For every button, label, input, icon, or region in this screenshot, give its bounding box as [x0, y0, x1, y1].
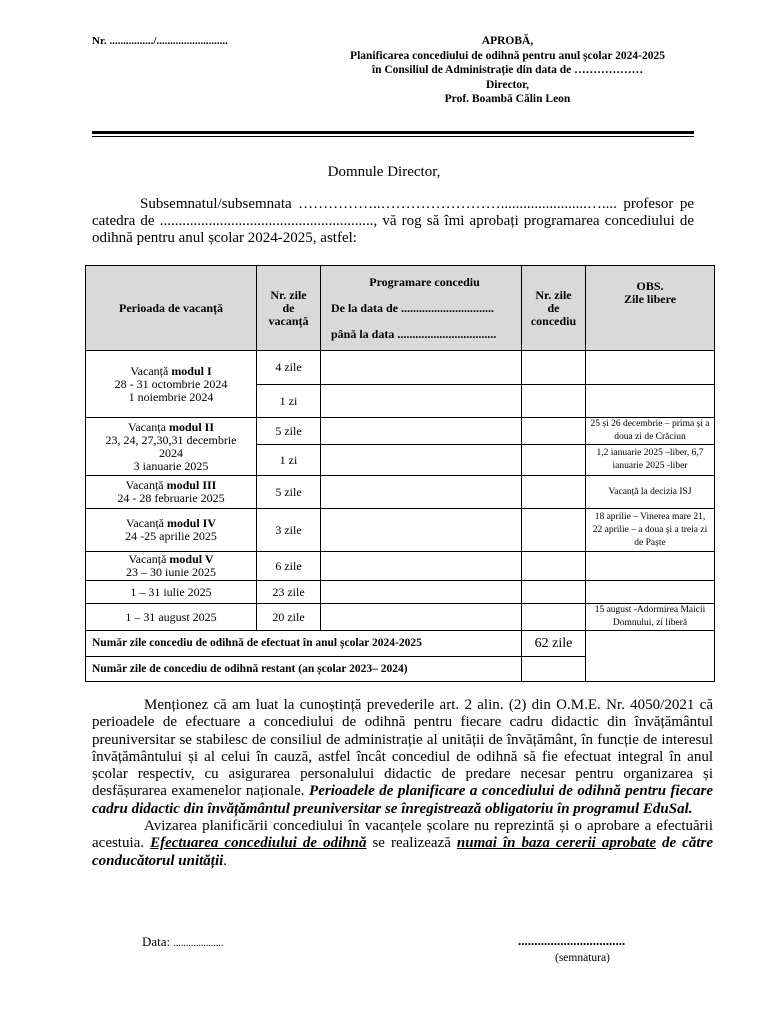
- approval-line: Planificarea concediului de odihnă pentru anul școlar 2024-2025: [350, 49, 665, 62]
- approval-block: [320, 34, 695, 107]
- leave-days-cell[interactable]: [522, 509, 586, 552]
- declaration-paragraph-1: Menționez că am luat la cunoștință prevederile art. 2 alin. (2) din O.M.E. Nr. 4050/2021 că perioadele de efectuare a concediului de odihnă pentru fiecare cadru didactic din învățământul preuniversitar se stabilesc de consiliul de administrație al unității de învățământ, în funcție de interesul învățământului și al celui în cauză, astfel încât concediul de odihnă să fie efectuat integral în anul școlar respectiv, cu asigurarea personalului didactic de predare necesar pentru organizarea și desfășurarea examenelor naționale. Perioadele de planificare a concediului de odihnă pentru fiecare cadru didactic din învățământul preuniversitar se înregistrează obligatoriu în programul EduSal.: [92, 697, 714, 817]
- schedule-cell[interactable]: [321, 418, 522, 445]
- table-row: [86, 418, 715, 445]
- leave-days-cell[interactable]: [522, 552, 586, 581]
- schedule-title: Programare concediu: [369, 274, 480, 289]
- leave-days-cell[interactable]: [522, 351, 586, 385]
- period-module-1: Vacanță modul I 28 - 31 octombrie 2024 1 noiembrie 2024: [86, 351, 257, 418]
- schedule-cell[interactable]: [321, 509, 522, 552]
- schedule-from: De la data de ...............................: [331, 300, 494, 315]
- intro-paragraph: [92, 196, 694, 247]
- schedule-cell[interactable]: [321, 476, 522, 509]
- schedule-cell[interactable]: [321, 445, 522, 476]
- header-leave-days: Nr. zile de concediu: [522, 266, 586, 351]
- header-obs: OBS. Zile libere: [586, 266, 715, 351]
- schedule-cell[interactable]: [321, 385, 522, 418]
- vacation-days: 4 zile: [257, 351, 321, 385]
- intro-text: Subsemnatul/subsemnata ……………..…………………….......................….... profesor pe catedra de ........................................................., vă rog să îmi aprobați programarea concediului de odihnă pentru anul școlar 2024-2025, astfel:: [92, 196, 694, 246]
- obs-cell: [586, 581, 715, 604]
- approval-line: Director,: [485, 78, 530, 91]
- vacation-days: 6 zile: [257, 552, 321, 581]
- period-module-5: Vacanță modul V 23 – 30 iunie 2025: [86, 552, 257, 581]
- salutation: Domnule Director,: [327, 164, 441, 180]
- declaration-paragraph-2: Avizarea planificării concediului în vacanțele școlare nu reprezintă și o aprobare a efectuării acestuia. Efectuarea concediului de odihnă se realizează numai în baza cererii aprobate de către conducătorul unității.: [92, 818, 713, 869]
- vacation-days: 5 zile: [257, 476, 321, 509]
- header-period: Perioada de vacanță: [86, 266, 257, 351]
- vacation-days: 23 zile: [257, 581, 321, 604]
- table-row: [86, 351, 715, 385]
- period-august: 1 – 31 august 2025: [86, 604, 257, 631]
- obs-cell: 18 aprilie – Vinerea mare 21, 22 aprilie – a doua și a treia zi de Paște: [586, 509, 715, 552]
- table-row: [86, 581, 715, 604]
- obs-cell: [586, 552, 715, 581]
- approval-title: APROBĂ,: [481, 35, 534, 47]
- obs-cell: [586, 385, 715, 418]
- schedule-to: până la data .................................: [331, 326, 497, 341]
- leave-days-cell[interactable]: [522, 418, 586, 445]
- obs-cell: [586, 351, 715, 385]
- signature-line[interactable]: .................................: [518, 933, 626, 948]
- period-module-2: Vacanța modul II 23, 24, 27,30,31 decembrie 2024 3 ianuarie 2025: [86, 418, 257, 476]
- obs-cell: Vacanță la decizia ISJ: [586, 476, 715, 509]
- total-label: Număr zile concediu de odihnă de efectuat în anul școlar 2024-2025: [86, 631, 522, 657]
- date-input[interactable]: ....................: [173, 938, 224, 949]
- signature-caption: (semnatura): [555, 952, 610, 964]
- registration-number: Nr. ................/..........................: [92, 35, 228, 47]
- table-row: [86, 552, 715, 581]
- obs-cell: [586, 631, 715, 682]
- vacation-days: 1 zi: [257, 445, 321, 476]
- restant-label: Număr zile de concediu de odihnă restant (an școlar 2023– 2024): [86, 657, 522, 682]
- table-row: [86, 509, 715, 552]
- period-july: 1 – 31 iulie 2025: [86, 581, 257, 604]
- obs-cell: 1,2 ianuarie 2025 –liber, 6,7 ianuarie 2025 -liber: [586, 445, 715, 476]
- obs-cell: 15 august -Adormirea Maicii Domnului, zi liberă: [586, 604, 715, 631]
- leave-days-cell[interactable]: [522, 476, 586, 509]
- vacation-days: 5 zile: [257, 418, 321, 445]
- header-leave-schedule: [321, 266, 522, 351]
- total-value: 62 zile: [522, 631, 586, 657]
- schedule-cell[interactable]: [321, 351, 522, 385]
- leave-days-cell[interactable]: [522, 604, 586, 631]
- leave-days-cell[interactable]: [522, 385, 586, 418]
- restant-value[interactable]: [522, 657, 586, 682]
- date-label: Data:: [142, 934, 174, 949]
- leave-days-cell[interactable]: [522, 445, 586, 476]
- schedule-cell[interactable]: [321, 604, 522, 631]
- table-row: [86, 604, 715, 631]
- table-header-row: [86, 266, 715, 351]
- approval-line: în Consiliul de Administrație din data de ………………: [371, 64, 644, 76]
- schedule-cell[interactable]: [321, 581, 522, 604]
- date-field: [142, 934, 223, 950]
- leave-table: [85, 265, 715, 682]
- period-module-4: Vacanță modul IV 24 -25 aprilie 2025: [86, 509, 257, 552]
- header-rule-thick: [92, 131, 694, 134]
- vacation-days: 20 zile: [257, 604, 321, 631]
- obs-cell: 25 și 26 decembrie – prima și a doua zi de Crăciun: [586, 418, 715, 445]
- vacation-days: 1 zi: [257, 385, 321, 418]
- table-row: [86, 476, 715, 509]
- header-rule-thin: [92, 136, 694, 137]
- header-vacation-days: Nr. zile de vacanță: [257, 266, 321, 351]
- vacation-days: 3 zile: [257, 509, 321, 552]
- leave-days-cell[interactable]: [522, 581, 586, 604]
- schedule-cell[interactable]: [321, 552, 522, 581]
- declaration-text: [92, 697, 713, 870]
- total-row: [86, 631, 715, 657]
- period-module-3: Vacanță modul III 24 - 28 februarie 2025: [86, 476, 257, 509]
- approval-director-name: Prof. Boambă Călin Leon: [444, 93, 571, 105]
